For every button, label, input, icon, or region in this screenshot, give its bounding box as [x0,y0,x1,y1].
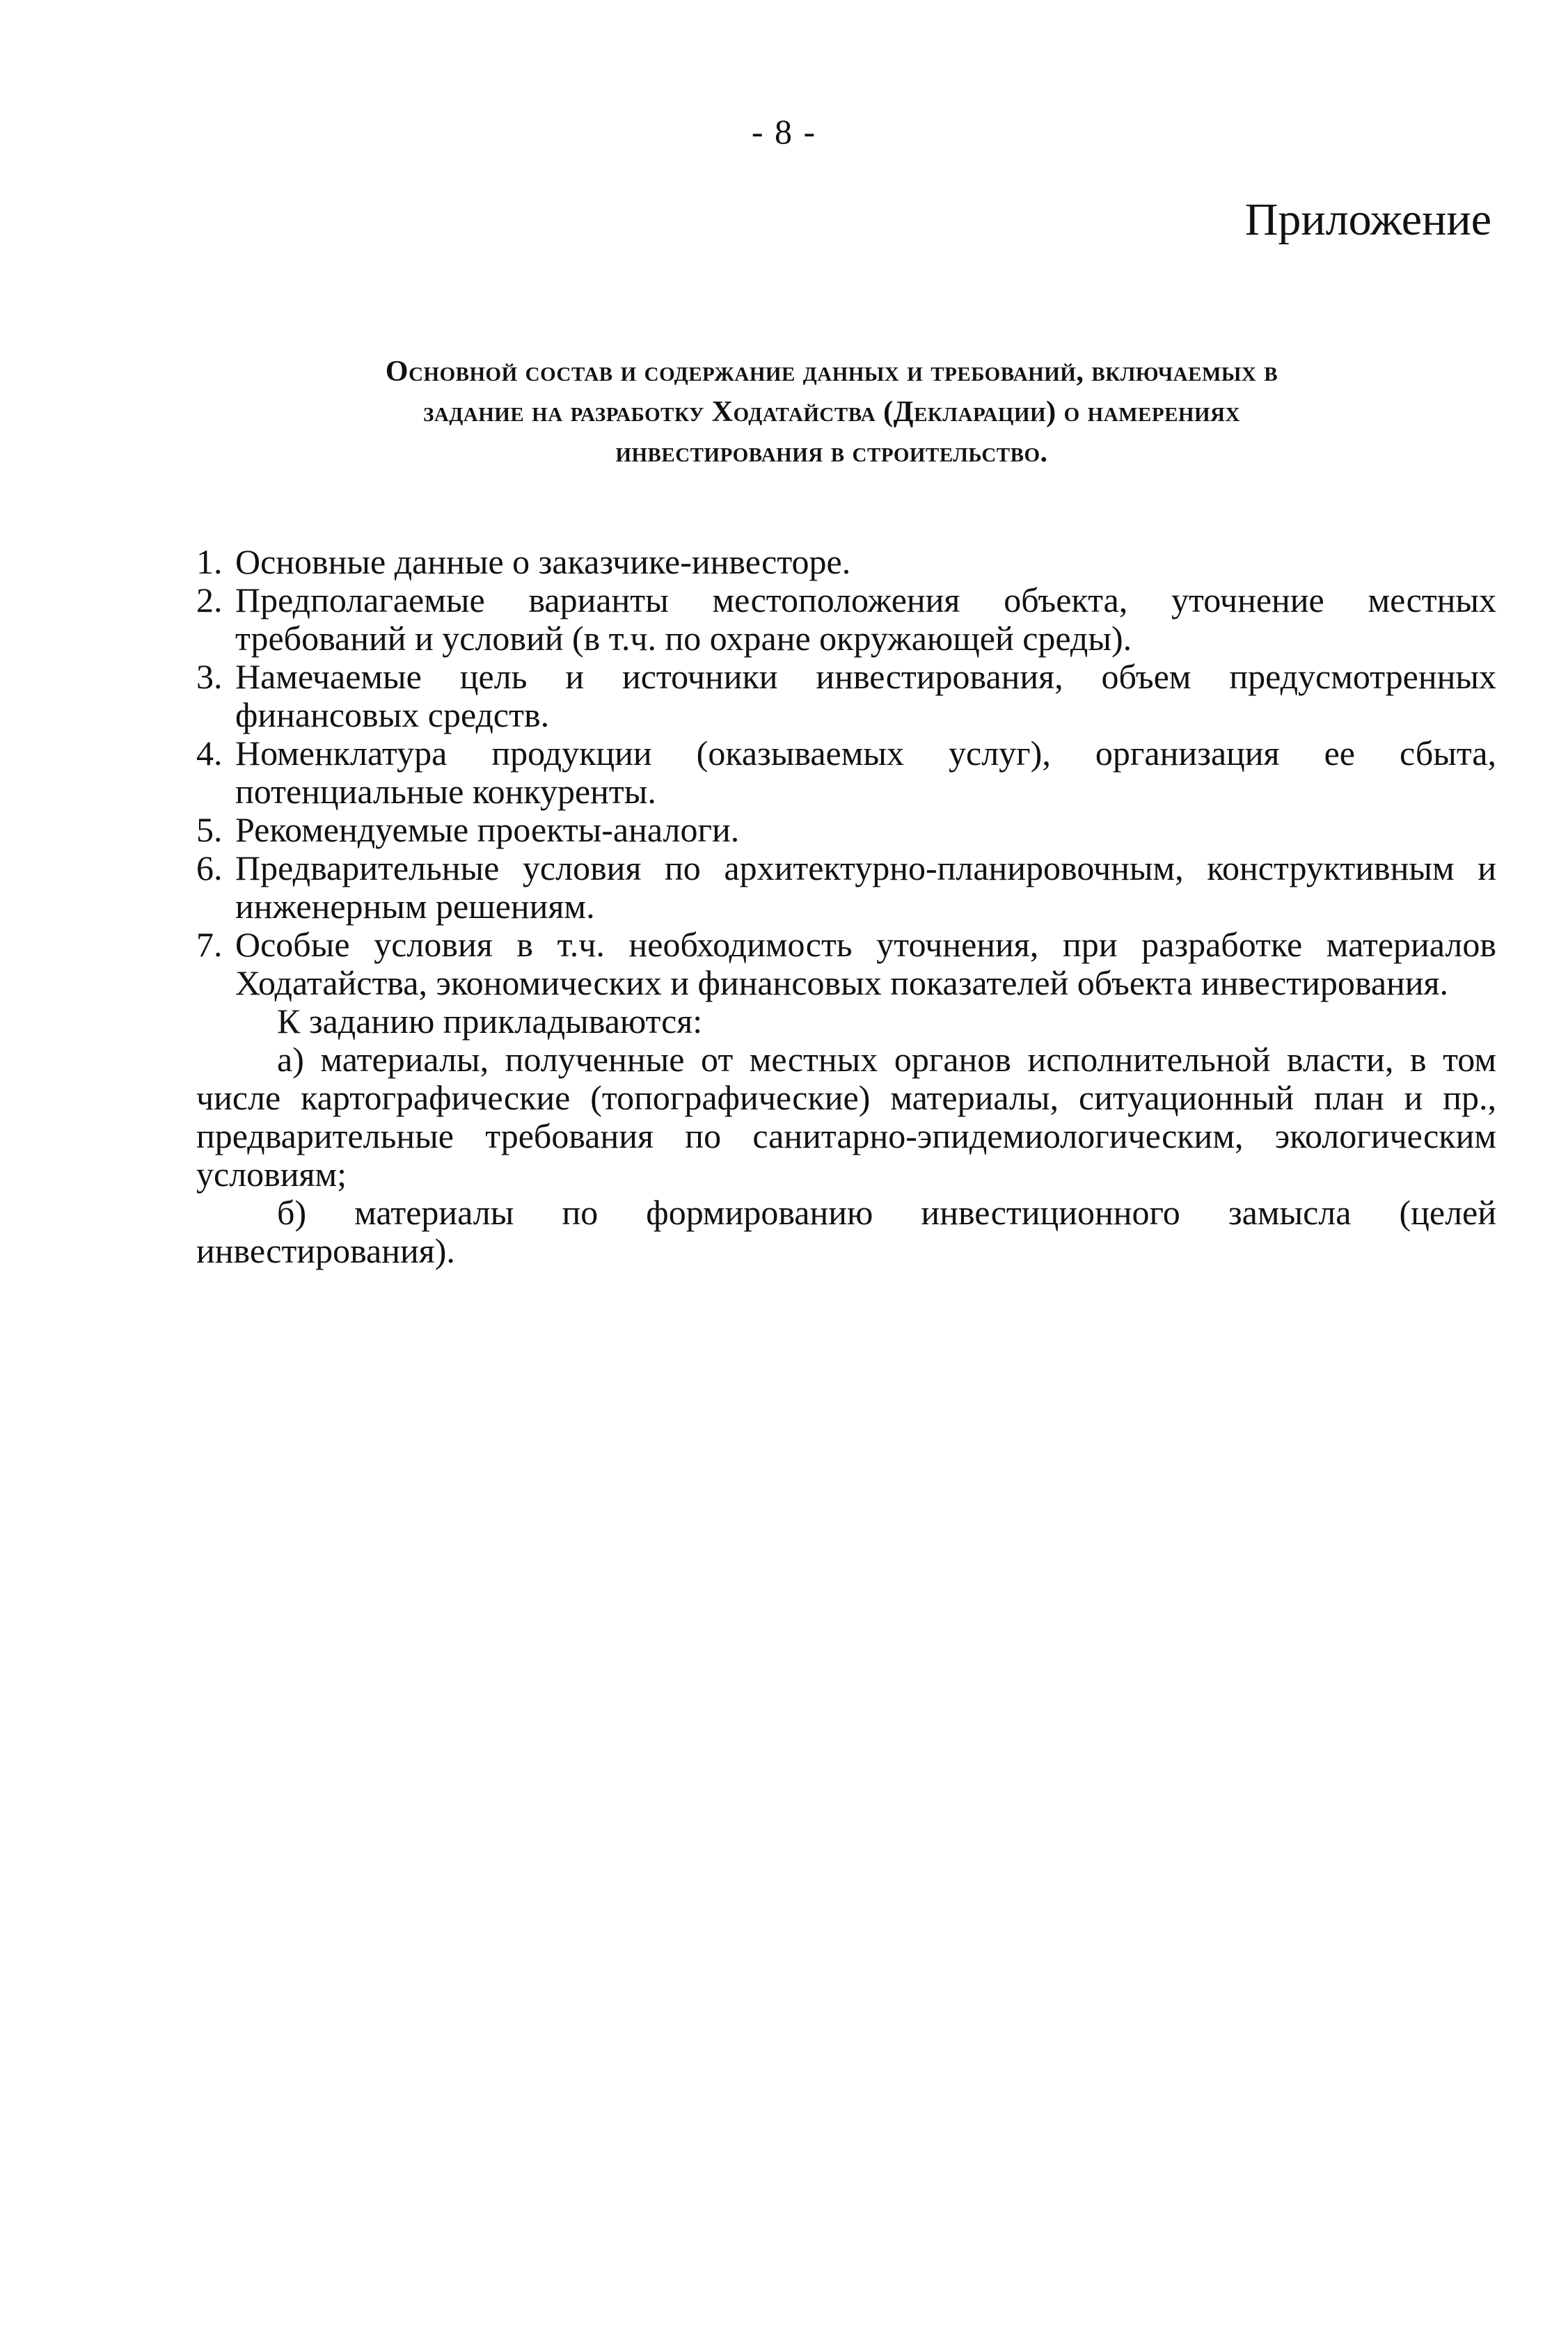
heading-line-1: Основной состав и содержание данных и требований, включаемых в [385,356,1278,388]
list-item-text: Намечаемые цель и источники инвестирования, объем предусмотренных финансовых средств. [235,657,1496,734]
list-item-text: Основные данные о заказчике-инвесторе. [235,542,851,581]
list-item [196,734,1496,811]
document-heading [188,351,1475,473]
list-item-number: 7. [196,925,223,964]
list-item-text: Рекомендуемые проекты-аналоги. [235,810,740,849]
list-item-text: Предполагаемые варианты местоположения объекта, уточнение местных требований и условий (в т.ч. по охране окружающей среды). [235,580,1496,658]
document-body [196,543,1496,1270]
heading-line-2: задание на разработку Ходатайства (Декларации) о намерениях [423,396,1240,428]
list-item-number: 2. [196,580,223,619]
requirements-list [196,543,1496,1002]
list-item [196,581,1496,658]
list-item-number: 4. [196,734,223,773]
list-item-text: Номенклатура продукции (оказываемых услуг), организация ее сбыта, потенциальные конкуренты. [235,734,1496,811]
list-item-number: 5. [196,810,223,849]
list-item [196,849,1496,926]
attachment-b: б) материалы по формированию инвестиционного замысла (целей инвестирования). [196,1193,1496,1270]
list-item [196,658,1496,734]
list-item-number: 1. [196,542,223,581]
list-item-number: 3. [196,657,223,696]
attachment-a: а) материалы, полученные от местных органов исполнительной власти, в том числе картографические (топографические) материалы, ситуационный план и пр., предварительные требования по санитарно-эпидемиологическим, экологическим условиям; [196,1040,1496,1194]
attachments-intro: К заданию прикладываются: [277,1002,703,1041]
list-item [196,926,1496,1002]
list-item-text: Предварительные условия по архитектурно-планировочным, конструктивным и инженерным решениям. [235,848,1496,926]
appendix-label: Приложение [1244,194,1491,245]
list-item [196,811,1496,849]
heading-line-3: инвестирования в строительство. [615,436,1048,468]
list-item-number: 6. [196,848,223,887]
page-number: - 8 - [751,112,817,151]
list-item-text: Особые условия в т.ч. необходимость уточнения, при разработке материалов Ходатайства, экономических и финансовых показателей объекта инвестирования. [235,925,1496,1002]
list-item [196,543,1496,581]
